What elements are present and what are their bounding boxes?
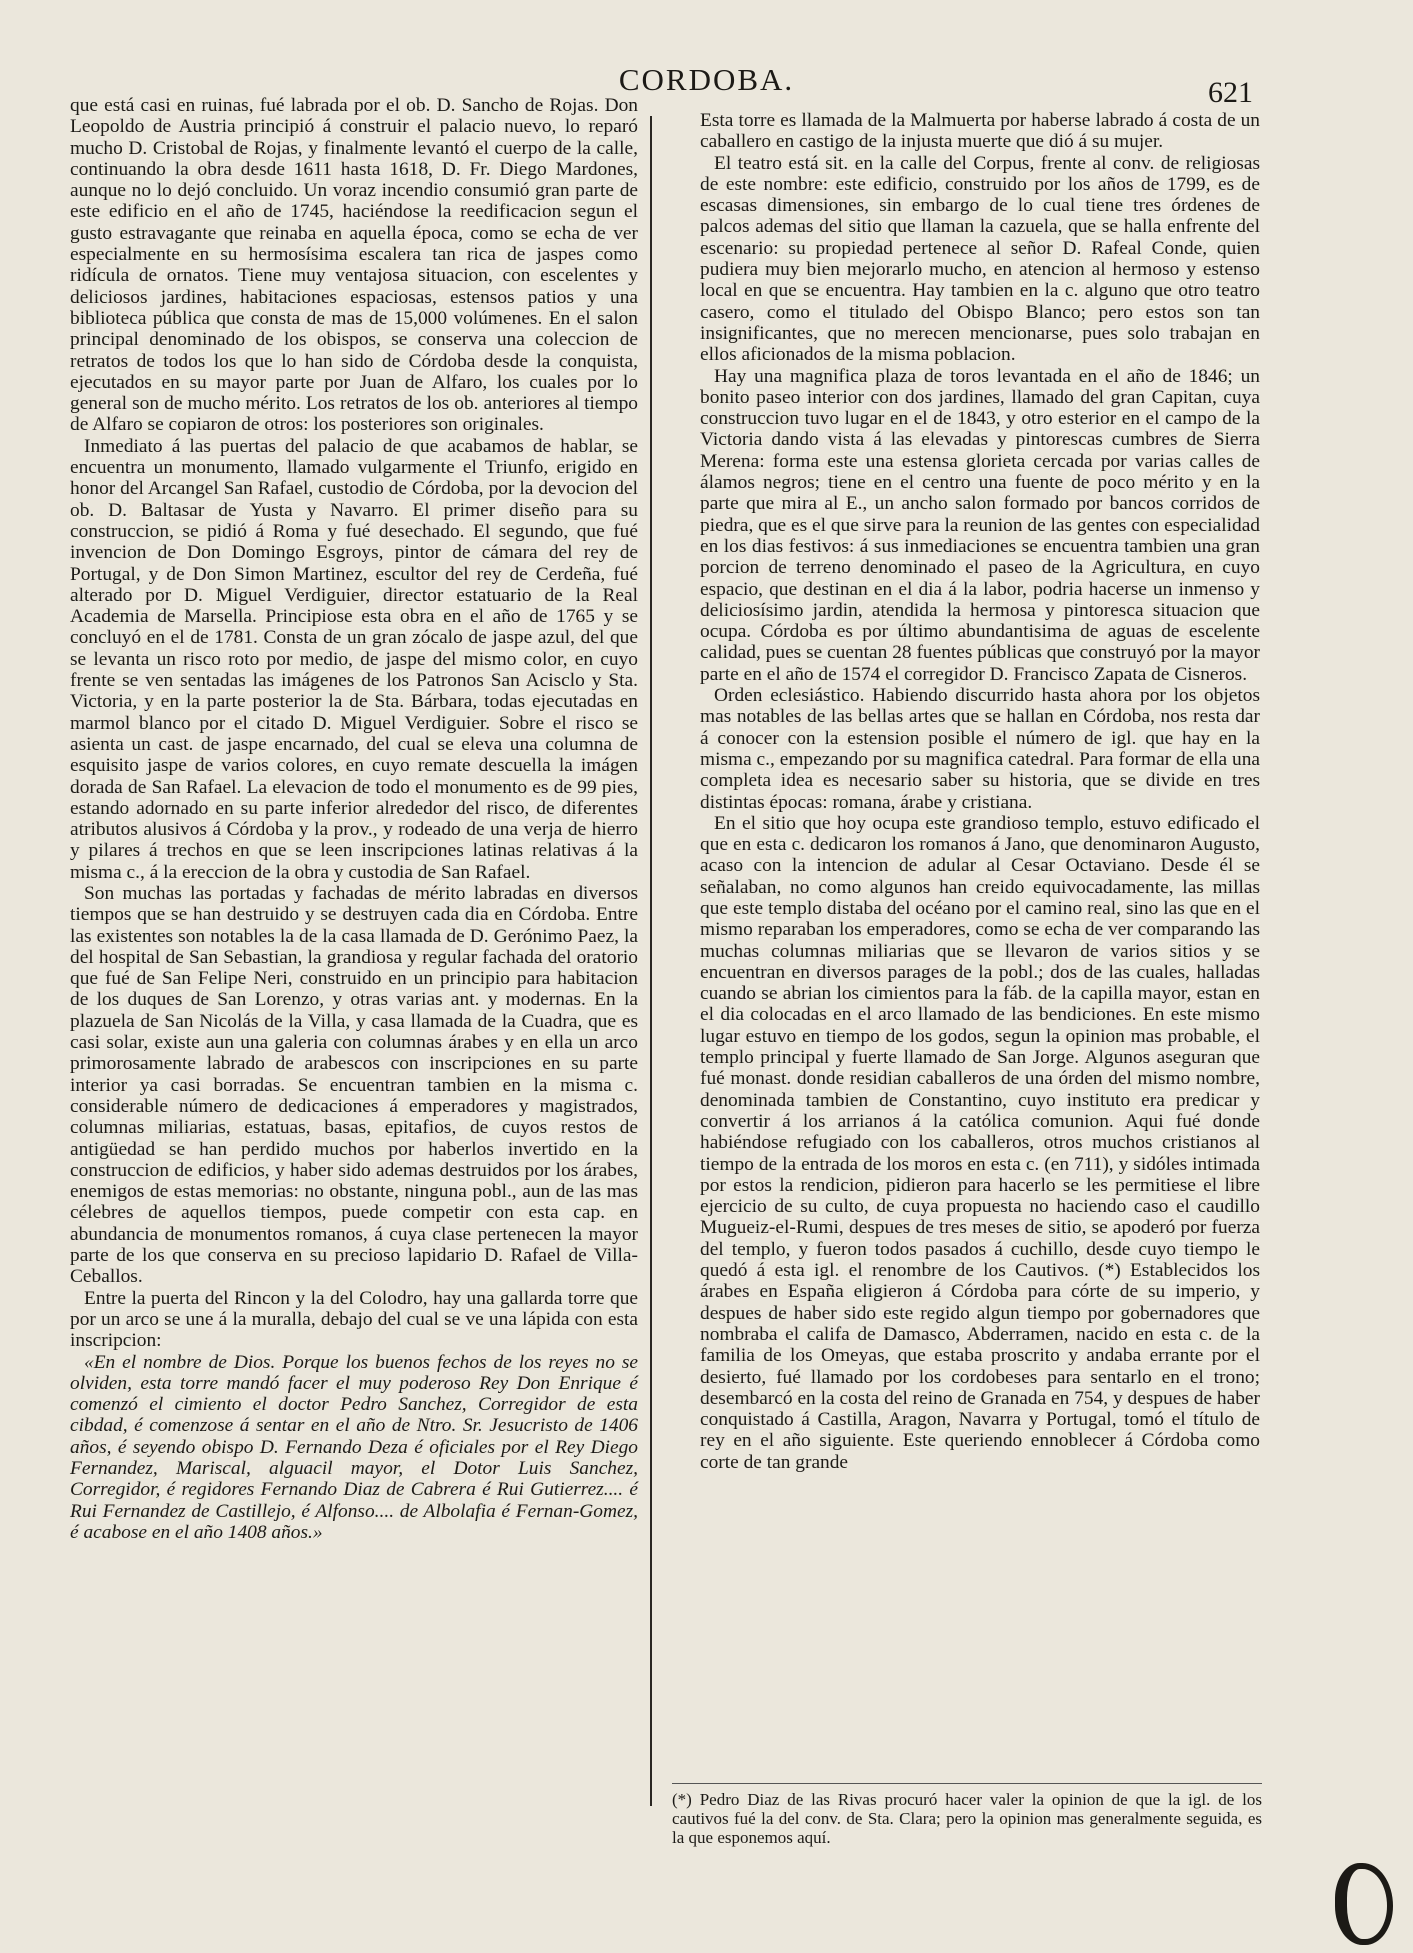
paragraph: Esta torre es llamada de la Malmuerta por haberse labrado á costa de un caballero en castigo de la injusta muerte que dió á su mujer. [700,110,1260,153]
footnote: (*) Pedro Diaz de las Rivas procuró hacer valer la opinion de que la igl. de los cautivos fué la del conv. de Sta. Clara; pero la opinion mas generalmente seguida, es la que esponemos aquí. [672,1790,1262,1847]
paragraph: Inmediato á las puertas del palacio de que acabamos de hablar, se encuentra un monumento, llamado vulgarmente el Triunfo, erigido en honor del Arcangel San Rafael, custodio de Córdoba, por la devocion del ob. D. Baltasar de Yusta y Navarro. El primer diseño para su construccion, se pidió á Roma y fué desechado. El segundo, que fué invencion de Don Domingo Esgroys, pintor de cámara del rey de Portugal, y de Don Simon Martinez, escultor del rey de Cerdeña, fué alterado por D. Miguel Verdiguier, director estatuario de la Real Academia de Marsella. Principiose esta obra en el año de 1765 y se concluyó en el de 1781. Consta de un gran zócalo de jaspe azul, del que se levanta un risco roto por medio, de jaspe del mismo color, en cuyo frente se ven sentadas las imágenes de los Patronos San Acisclo y Sta. Victoria, y en la parte posterior la de Sta. Bárbara, todas ejecutadas en marmol blanco por el citado D. Miguel Verdiguier. Sobre el risco se asienta un cast. de jaspe encarnado, del cual se eleva una columna de esquisito jaspe de varios colores, en cuyo remate descuella la imágen dorada de San Rafael. La elevacion de todo el monumento es de 99 pies, estando adornado en su parte inferior alrededor del risco, de diferentes atributos alusivos á Córdoba y la prov., y rodeado de una verja de hierro y pilares á trechos en que se leen inscripciones latinas relativas á la misma c., á la ereccion de la obra y custodia de San Rafael. [70,435,638,883]
paragraph: En el sitio que hoy ocupa este grandioso templo, estuvo edificado el que en esta c. dedicaron los romanos á Jano, que denominaron Augusto, acaso con la intencion de adular al Cesar Octaviano. Desde él se señalaban, no como algunos han creido equivocadamente, las millas que este templo distaba del océano por el camino real, sino las que en el mismo reparaban los emperadores, como se echa de ver comparando las muchas columnas miliarias que se llevaron de varios sitios y se encuentran en diversos parages de la pobl.; dos de las cuales, halladas cuando se abrian los cimientos para la fáb. de la capilla mayor, estan en el dia colocadas en el arco llamado de las bendiciones. En este mismo lugar estuvo en tiempo de los godos, segun la opinion mas probable, el templo principal y fuerte llamado de San Jorge. Algunos aseguran que fué monast. donde residian caballeros de una órden del mismo nombre, denominada tambien de Constantino, cuyo instituto era predicar y convertir á los arrianos á la católica comunion. Aqui fué donde habiéndose refugiado con los caballeros, otros muchos cristianos al tiempo de la entrada de los moros en esta c. (en 711), y sidóles intimada por estos la rendicion, pidieron para hacerlo se les permitiese el libre ejercicio de su culto, de cuya propuesta no haciendo caso el caudillo Mugueiz-el-Rumi, despues de tres meses de sitio, se apoderó por fuerza del templo, y fueron todos pasados á cuchillo, desde cuyo tiempo le quedó á esta igl. el renombre de los Cautivos. (*) Establecidos los árabes en España eligieron á Córdoba para córte de su imperio, y despues de haber sido este regido algun tiempo por gobernadores que nombraba el califa de Damasco, Abderramen, nacido en esta c. de la familia de los Omeyas, que estaba proscrito y andaba errante por el desierto, fué llamado por los cordobeses para sentarlo en el trono; desembarcó en la costa del reino de Granada en 754, y despues de haber conquistado á Castilla, Aragon, Navarra y Portugal, tomó el título de rey en el año siguiente. Este queriendo ennoblecer á Córdoba como corte de tan grande [700,812,1260,1473]
running-head: CORDOBA. [618,62,795,97]
corner-mark-icon [1335,1863,1393,1945]
page-number: 621 [1208,76,1253,109]
paragraph: Entre la puerta del Rincon y la del Colodro, hay una gallarda torre que por un arco se une á la muralla, debajo del cual se ve una lápida con esta inscripcion: [70,1287,638,1352]
left-column [70,95,638,1543]
footnote-divider [672,1783,1262,1784]
column-divider [650,116,652,1806]
paragraph: Hay una magnifica plaza de toros levantada en el año de 1846; un bonito paseo interior con dos jardines, llamado del gran Capitan, cuya construccion tuvo lugar en el de 1843, y otro esterior en el campo de la Victoria dando vista á las elevadas y pintorescas cumbres de Sierra Merena: forma este una estensa glorieta cercada por varias calles de álamos negros; tiene en el centro una fuente de poco mérito y en la parte que mira al E., un ancho salon formado por bancos corridos de piedra, que es el que sirve para la reunion de las gentes con especialidad en los dias festivos: á sus inmediaciones se encuentra tambien una gran porcion de terreno denominado el paseo de la Agricultura, en cuyo espacio, que destinan en el dia á la labor, podria hacerse un inmenso y deliciosísimo jardin, atendida la hermosa y pintoresca situacion que ocupa. Córdoba es por último abundantisima de aguas de escelente calidad, pues se cuentan 28 fuentes públicas que construyó por la mayor parte en el año de 1574 el corregidor D. Francisco Zapata de Cisneros. [700,365,1260,685]
paragraph: Son muchas las portadas y fachadas de mérito labradas en diversos tiempos que se han destruido y se destruyen cada dia en Córdoba. Entre las existentes son notables la de la casa llamada de D. Gerónimo Paez, la del hospital de San Sebastian, la grandiosa y regular fachada del oratorio que fué de San Felipe Neri, construido en un principio para habitacion de los duques de San Lorenzo, y otras varias ant. y modernas. En la plazuela de San Nicolás de la Villa, y casa llamada de la Cuadra, que es casi solar, existe aun una galeria con columnas árabes y en ella un arco primorosamente labrado de arabescos con inscripciones en su parte interior ya casi borradas. Se encuentran tambien en la misma c. considerable número de dedicaciones á emperadores y magistrados, columnas miliarias, estatuas, basas, epitafios, de cuyos restos de antigüedad se han perdido muchos por haberlos invertido en la construccion de edificios, y haber sido ademas destruidos por los árabes, enemigos de estas memorias: no obstante, ninguna pobl., aun de las mas célebres de aquellos tiempos, puede competir con esta cap. en abundancia de monumentos romanos, á cuya clase pertenecen la mayor parte de los que conserva en su precioso lapidario D. Rafael de Villa-Ceballos. [70,882,638,1288]
paragraph: El teatro está sit. en la calle del Corpus, frente al conv. de religiosas de este nombre: este edificio, construido por los años de 1799, es de escasas dimensiones, sin embargo de lo cual tiene tres órdenes de palcos ademas del sitio que llaman la cazuela, que se halla enfrente del escenario: su propiedad pertenece al señor D. Rafeal Conde, quien pudiera muy bien mejorarlo mucho, en atencion al hermoso y estenso local en que se encuentra. Hay tambien en la c. alguno que otro teatro casero, como el titulado del Obispo Blanco; pero estos son tan insignificantes, que no merecen mencionarse, pues solo trabajan en ellos aficionados de la misma poblacion. [700,152,1260,366]
right-column [700,110,1260,1473]
paragraph: que está casi en ruinas, fué labrada por el ob. D. Sancho de Rojas. Don Leopoldo de Austria principió á construir el palacio nuevo, lo reparó mucho D. Cristobal de Rojas, y finalmente levantó el cuerpo de la calle, continuando la obra desde 1611 hasta 1618, D. Fr. Diego Mardones, aunque no lo dejó concluido. Un voraz incendio consumió gran parte de este edificio en el año de 1745, haciéndose la reedificacion segun el gusto estravagante que reinaba en aquella época, como se echa de ver especialmente en su hermosísima escalera tan rica de jaspes como ridícula de ornatos. Tiene muy ventajosa situacion, con escelentes y deliciosos jardines, habitaciones espaciosas, estensos patios y una biblioteca pública que consta de mas de 15,000 volúmenes. En el salon principal denominado de los obispos, se conserva una coleccion de retratos de todos los que lo han sido de Córdoba desde la conquista, ejecutados en su mayor parte por Juan de Alfaro, los cuales por lo general son de mucho mérito. Los retratos de los ob. anteriores al tiempo de Alfaro se copiaron de otros: los posteriores son originales. [70,95,638,436]
inscription-quote: «En el nombre de Dios. Porque los buenos fechos de los reyes no se olviden, esta torre mandó facer el muy poderoso Rey Don Enrique é comenzó el cimiento el doctor Pedro Sanchez, Corregidor de esta cibdad, é comenzose á sentar en el año de Ntro. Sr. Jesucristo de 1406 años, é seyendo obispo D. Fernando Deza é oficiales por el Rey Diego Fernandez, Mariscal, alguacil mayor, el Dotor Luis Sanchez, Corregidor, é regidores Fernando Diaz de Cabrera é Rui Gutierrez.... é Rui Fernandez de Castillejo, é Alfonso.... de Albolafia é Fernan-Gomez, é acabose en el año 1408 años.» [70,1351,638,1543]
paragraph: Orden eclesiástico. Habiendo discurrido hasta ahora por los objetos mas notables de las bellas artes que se hallan en Córdoba, nos resta dar á conocer con la estension posible el número de igl. que hay en la misma c., empezando por su magnifica catedral. Para formar de ella una completa idea es necesario saber su historia, que se divide en tres distintas épocas: romana, árabe y cristiana. [700,685,1260,813]
